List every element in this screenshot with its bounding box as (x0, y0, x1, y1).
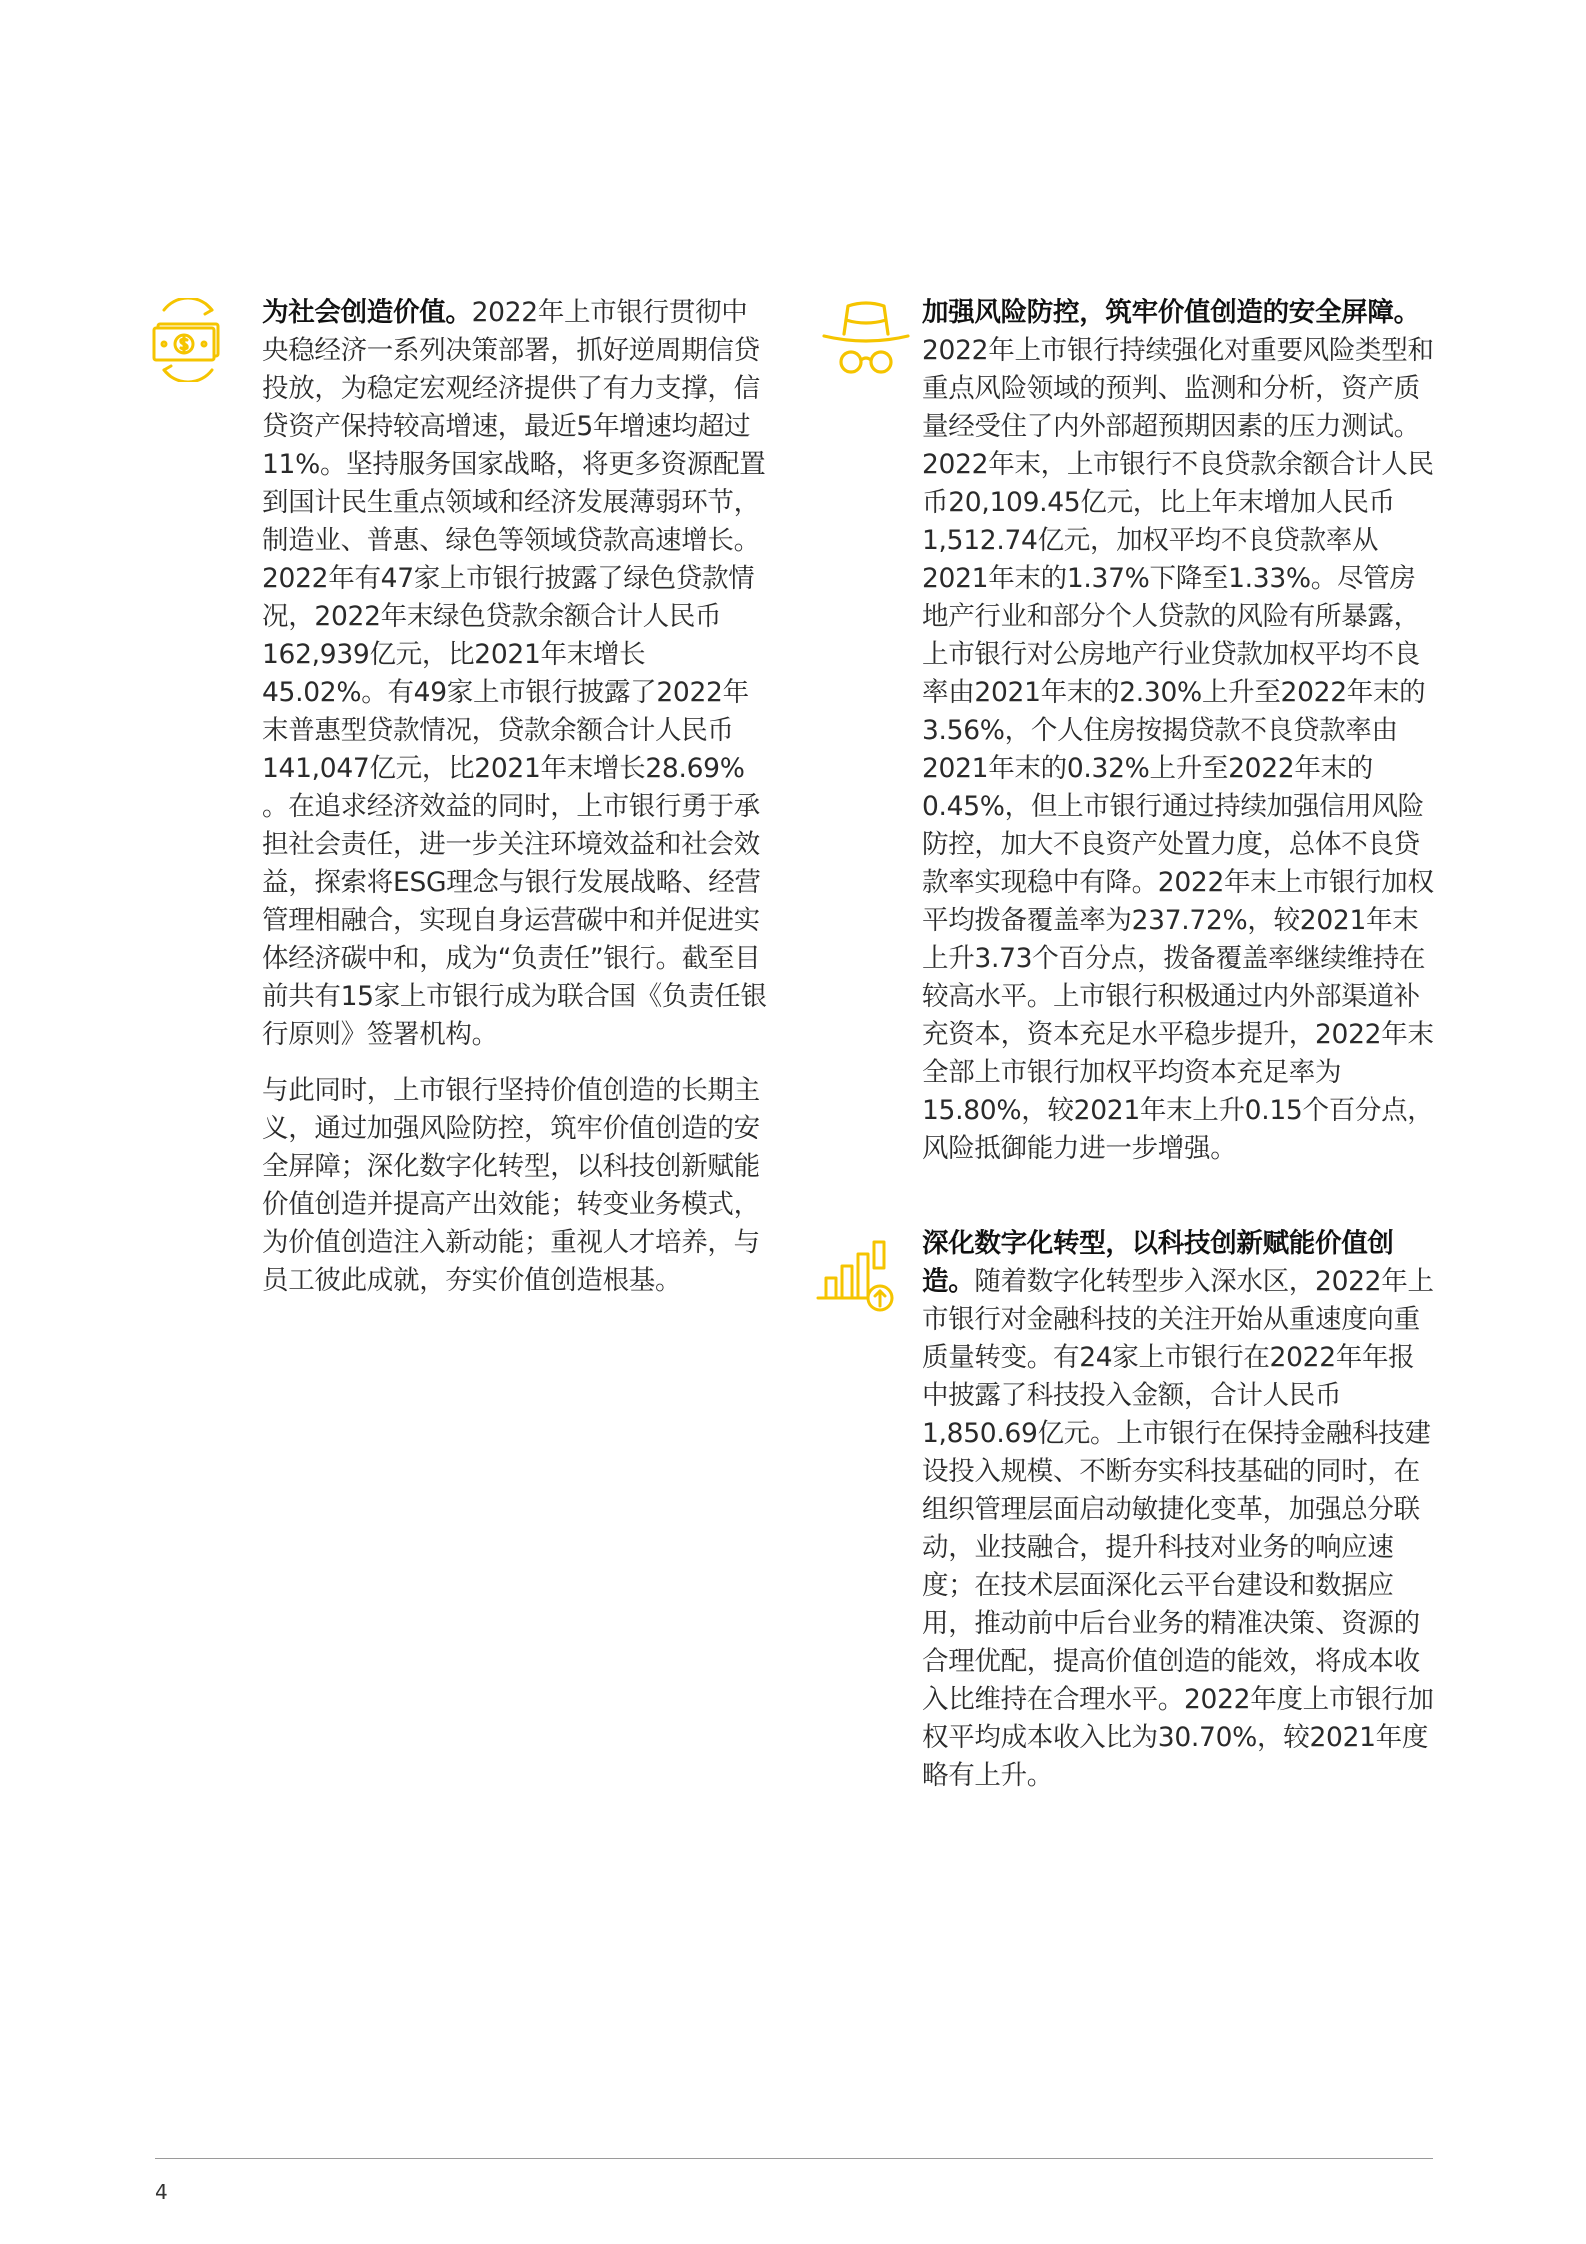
digital-heading: 深化数字化转型，以科技创新赋能价值创造。 (922, 1228, 1394, 1297)
social-value-body: 2022年上市银行贯彻中央稳经济一系列决策部署，抓好逆周期信贷投放，为稳定宏观经济提供了有力支撑，信贷资产保持较高增速，最近5年增速均超过11%。坚持服务国家战略，将更多资源配置到国计民生重点领域和经济发展薄弱环节，制造业、普惠、绿色等领域贷款高速增长。2022年有47家上市银行披露了绿色贷款情况，2022年末绿色贷款余额合计人民币162,939亿元，比2021年末增长45.02%。有49家上市银行披露了2022年末普惠型贷款情况，贷款余额合计人民币141,047亿元，比2021年末增长28.69% 。在追求经济效益的同时，上市银行勇于承担社会责任，进一步关注环境效益和社会效益，探索将ESG理念与银行发展战略、经营管理相融合，实现自身运营碳中和并促进实体经济碳中和，成为“负责任”银行。截至目前共有15家上市银行成为联合国《负责任银行原则》签署机构。 (262, 297, 767, 1050)
digital-section (922, 1225, 1440, 1795)
risk-section (922, 294, 1440, 1168)
social-value-paragraph (262, 294, 770, 1054)
left-column (262, 294, 770, 1300)
digital-body: 随着数字化转型步入深水区，2022年上市银行对金融科技的关注开始从重速度向重质量转变。有24家上市银行在2022年年报中披露了科技投入金额，合计人民币1,850.69亿元。上市银行在保持金融科技建设投入规模、不断夯实科技基础的同时，在组织管理层面启动敏捷化变革，加强总分联动，业技融合，提升科技对业务的响应速度；在技术层面深化云平台建设和数据应用，推动前中后台业务的精准决策、资源的合理优配，提高价值创造的能效，将成本收入比维持在合理水平。2022年度上市银行加权平均成本收入比为30.70%，较2021年度略有上升。 (922, 1266, 1434, 1791)
money-cycle-icon (150, 298, 226, 382)
social-value-heading: 为社会创造价值。 (262, 297, 472, 328)
digital-paragraph (922, 1225, 1440, 1795)
long-term-paragraph: 与此同时，上市银行坚持价值创造的长期主义，通过加强风险防控，筑牢价值创造的安全屏障；深化数字化转型，以科技创新赋能价值创造并提高产出效能；转变业务模式，为价值创造注入新动能；重视人才培养，与员工彼此成就，夯实价值创造根基。 (262, 1075, 760, 1296)
risk-paragraph (922, 294, 1440, 1168)
risk-heading: 加强风险防控，筑牢价值创造的安全屏障。 (922, 297, 1420, 328)
page-number: 4 (155, 2180, 168, 2204)
risk-body: 2022年上市银行持续强化对重要风险类型和重点风险领域的预判、监测和分析，资产质量经受住了内外部超预期因素的压力测试。2022年末，上市银行不良贷款余额合计人民币20,109.45亿元，比上年末增加人民币1,512.74亿元，加权平均不良贷款率从2021年末的1.37%下降至1.33%。尽管房地产行业和部分个人贷款的风险有所暴露，上市银行对公房地产行业贷款加权平均不良率由2021年末的2.30%上升至2022年末的3.56%，个人住房按揭贷款不良贷款率由2021年末的0.32%上升至2022年末的0.45%，但上市银行通过持续加强信用风险防控，加大不良资产处置力度，总体不良贷款率实现稳中有降。2022年末上市银行加权平均拨备覆盖率为237.72%，较2021年末上升3.73个百分点，拨备覆盖率继续维持在较高水平。上市银行积极通过内外部渠道补充资本，资本充足水平稳步提升，2022年末全部上市银行加权平均资本充足率为15.80%，较2021年末上升0.15个百分点，风险抵御能力进一步增强。 (922, 335, 1434, 1164)
hat-glasses-icon (818, 298, 914, 380)
bar-chart-up-icon (816, 1236, 906, 1316)
footer-divider (155, 2158, 1433, 2159)
